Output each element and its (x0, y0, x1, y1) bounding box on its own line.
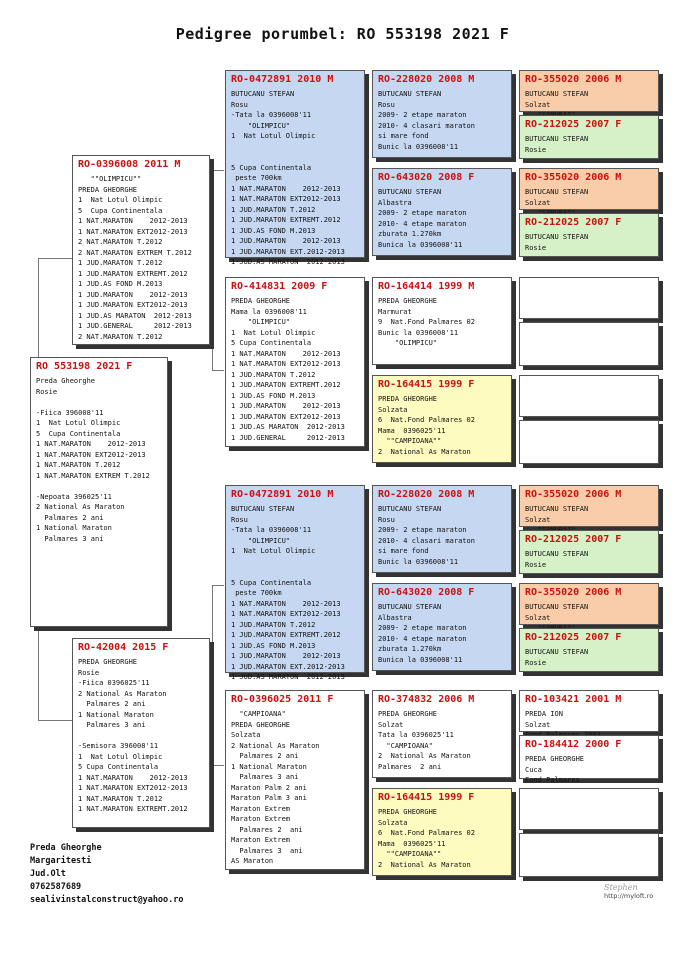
connector-line (212, 765, 224, 766)
ring-number: RO-212025 2007 F (525, 217, 622, 228)
card-text: BUTUCANU STEFAN Solzat (525, 603, 589, 622)
pedigree-card-great-grandparent[interactable] (372, 583, 512, 671)
card-text: PREDA GHEORGHE Solzata 6 Nat.Fond Palmares 02 Mama 0396025'11 ""CAMPIOANA"" 2 National As Maraton (378, 808, 475, 869)
ring-number: RO-643020 2008 F (378, 172, 475, 183)
ring-number: RO-355020 2006 M (525, 587, 622, 598)
card-text: BUTUCANU STEFAN Solzat (525, 90, 589, 109)
ring-number: RO-228020 2008 M (378, 74, 475, 85)
card-text: PREDA GHEORGHE Mama la 0396008'11 "OLIMPICU" 1 Nat Lotul Olimpic 5 Cupa Continentala 1 NAT.MARATON 2012-2013 1 NAT.MARATON EXT2012-2013 1 JUD.MARATON T.2012 1 JUD.MARATON EXTREMT.2012 1 JUD.AS FOND M.2013 1 JUD.MARATON 2012-2013 1 JUD.MARATON EXT2012-2013 1 JUD.AS MARATON 2012-2013 1 JUD.GENERAL 2012-2013 (231, 297, 345, 442)
owner-email[interactable]: sealivinstalconstruct@yahoo.ro (30, 895, 184, 905)
ring-number: RO-355020 2006 M (525, 489, 622, 500)
pedigree-card-grandparent[interactable] (225, 277, 365, 447)
pedigree-card-great-grandparent[interactable] (372, 70, 512, 158)
card-text: BUTUCANU STEFAN Rosu -Tata la 0396008'11 "OLIMPICU" 1 Nat Lotul Olimpic 5 Cupa Continentala peste 700km 1 NAT.MARATON 2012-2013 1 NAT.MARATON EXT2012-2013 1 JUD.MARATON T.2012 1 JUD.MARATON EXTREMT.2012 1 JUD.AS FOND M.2013 1 JUD.MARATON 2012-2013 1 JUD.MARATON EXT.2012-2013 1 JUD.AS MARATON 2012-2013 (231, 505, 345, 681)
ring-number: RO-0472891 2010 M (231, 489, 334, 500)
pedigree-card-gen5[interactable] (519, 690, 659, 732)
card-text: BUTUCANU STEFAN Rosu 2009- 2 etape maraton 2010- 4 clasari maraton si mare fond Bunic la 0396008'11 (378, 90, 475, 151)
ring-number: RO-228020 2008 M (378, 489, 475, 500)
card-text: BUTUCANU STEFAN Rosie (525, 233, 589, 252)
ring-number: RO-643020 2008 F (378, 587, 475, 598)
pedigree-card-gen5[interactable] (519, 213, 659, 257)
pedigree-card-gen5[interactable] (519, 485, 659, 527)
pedigree-card-great-grandparent[interactable] (372, 690, 512, 778)
connector-line (212, 585, 224, 586)
ring-number: RO-355020 2006 M (525, 74, 622, 85)
connector-line (212, 585, 213, 765)
pedigree-card-great-grandparent[interactable] (372, 168, 512, 256)
connector-line (38, 258, 39, 358)
card-text: PREDA GHEORGHE Rosie -Fiica 0396025'11 2 National As Maraton Palmares 2 ani 1 National Maraton Palmares 3 ani -Semisora 396008'11 1 Nat Lotul Olimpic 5 Cupa Continentala 1 NAT.MARATON 2012-2013 1 NAT.MARATON EXT2012-2013 1 NAT.MARATON T.2012 1 NAT.MARATON EXTREMT.2012 (78, 658, 188, 813)
pedigree-card-great-grandparent[interactable] (372, 277, 512, 365)
pedigree-card-gen5[interactable] (519, 168, 659, 210)
owner-place: Margaritesti (30, 856, 92, 866)
ring-number: RO-355020 2006 M (525, 172, 622, 183)
card-text: PREDA ION Solzat (525, 710, 563, 729)
ring-number: RO-0396008 2011 M (78, 159, 181, 170)
pedigree-card-great-grandparent[interactable] (372, 485, 512, 573)
card-text: BUTUCANU STEFAN Rosie (525, 135, 589, 154)
owner-contact-block (30, 842, 184, 907)
card-text: BUTUCANU STEFAN Rosie (525, 550, 589, 569)
connector-line (212, 170, 224, 171)
ring-number: RO-164415 1999 F (378, 379, 475, 390)
ring-number: RO-212025 2007 F (525, 534, 622, 545)
owner-name: Preda Gheorghe (30, 843, 102, 853)
card-text: ""OLIMPICU"" PREDA GHEORGHE 1 Nat Lotul Olimpic 5 Cupa Continentala 1 NAT.MARATON 2012-2013 1 NAT.MARATON EXT2012-2013 2 NAT.MARATON T.2012 2 NAT.MARATON EXTREM T.2012 1 JUD.MARATON T.2012 1 JUD.MARATON EXTREMT.2012 1 JUD.AS FOND M.2013 1 JUD.MARATON 2012-2013 1 JUD.MARATON EXT2012-2013 1 JUD.AS MARATON 2012-2013 1 JUD.GENERAL 2012-2013 2 NAT.MARATON T.2012 (78, 175, 192, 341)
ring-number: RO-212025 2007 F (525, 119, 622, 130)
pedigree-card-sire[interactable] (72, 155, 210, 345)
pedigree-card-gen5-empty[interactable] (519, 833, 659, 877)
card-text: BUTUCANU STEFAN Solzat (525, 188, 589, 207)
pedigree-card-gen5-empty[interactable] (519, 375, 659, 417)
connector-line (38, 258, 72, 259)
card-text: BUTUCANU STEFAN Rosu 2009- 2 etape maraton 2010- 4 clasari maraton si mare fond Bunic la 0396008'11 (378, 505, 475, 566)
connector-line (212, 370, 224, 371)
pedigree-card-subject[interactable] (30, 357, 168, 627)
card-text: BUTUCANU STEFAN Rosu -Tata la 0396008'11 "OLIMPICU" 1 Nat Lotul Olimpic 5 Cupa Continentala peste 700km 1 NAT.MARATON 2012-2013 1 NAT.MARATON EXT2012-2013 1 JUD.MARATON T.2012 1 JUD.MARATON EXTREMT.2012 1 JUD.AS FOND M.2013 1 JUD.MARATON 2012-2013 1 JUD.MARATON EXT.2012-2013 1 JUD.AS MARATON 2012-2013 (231, 90, 345, 266)
pedigree-card-gen5-empty[interactable] (519, 420, 659, 464)
pedigree-card-great-grandparent[interactable] (372, 375, 512, 463)
page-title: Pedigree porumbel: RO 553198 2021 F (175, 25, 510, 43)
card-text: PREDA GHEORGHE Marmurat 9 Nat.Fond Palmares 02 Bunic la 0396008'11 "OLIMPICU" (378, 297, 475, 347)
ring-number: RO-212025 2007 F (525, 632, 622, 643)
pedigree-card-grandparent[interactable] (225, 70, 365, 266)
myloft-logo (604, 883, 653, 900)
ring-number: RO-414831 2009 F (231, 281, 328, 292)
ring-number: RO-0396025 2011 F (231, 694, 334, 705)
card-text: BUTUCANU STEFAN Albastra 2009- 2 etape maraton 2010- 4 etape maraton zburata 1.270km Bunica la 0396008'11 (378, 603, 467, 664)
pedigree-card-gen5[interactable] (519, 583, 659, 625)
card-text: BUTUCANU STEFAN Albastra 2009- 2 etape maraton 2010- 4 etape maraton zburata 1.270km Bunica la 0396008'11 (378, 188, 467, 249)
card-text: PREDA GHEORGHE Cuca Fond Palmares (525, 755, 585, 784)
pedigree-card-gen5[interactable] (519, 70, 659, 112)
pedigree-card-gen5[interactable] (519, 628, 659, 672)
pedigree-card-grandparent[interactable] (225, 485, 365, 681)
pedigree-card-gen5[interactable] (519, 735, 659, 784)
logo-signature: Stephen (604, 883, 638, 892)
card-text: PREDA GHEORGHE Solzat Tata la 0396025'11 "CAMPIOANA" 2 National As Maraton Palmares 2 ani (378, 710, 471, 771)
card-text: Preda Gheorghe Rosie -Fiica 396008'11 1 Nat Lotul Olimpic 5 Cupa Continentala 1 NAT.MARATON 2012-2013 1 NAT.MARATON EXT2012-2013 1 NAT.MARATON T.2012 1 NAT.MARATON EXTREM T.2012 -Nepoata 396025'11 2 National As Maraton Palmares 2 ani 1 National Maraton Palmares 3 ani (36, 377, 150, 543)
ring-number: RO-374832 2006 M (378, 694, 475, 705)
card-text: BUTUCANU STEFAN Solzat (525, 505, 589, 524)
ring-number: RO-164415 1999 F (378, 792, 475, 803)
ring-number: RO 553198 2021 F (36, 361, 133, 372)
pedigree-card-gen5-empty[interactable] (519, 277, 659, 319)
ring-number: RO-184412 2000 F (525, 739, 622, 750)
ring-number: RO-42004 2015 F (78, 642, 169, 653)
owner-county: Jud.Olt (30, 869, 66, 879)
logo-url[interactable]: http://myloft.ro (604, 892, 654, 900)
card-text: "CAMPIOANA" PREDA GHEORGHE Solzata 2 National As Maraton Palmares 2 ani 1 National Maraton Palmares 3 ani Maraton Palm 2 ani Maraton Palm 3 ani Maraton Extrem Maraton Extrem Palmares 2 ani Maraton Extrem Palmares 3 ani AS Maraton (231, 710, 320, 865)
ring-number: RO-0472891 2010 M (231, 74, 334, 85)
pedigree-card-gen5[interactable] (519, 115, 659, 159)
card-text: PREDA GHEORGHE Solzata 6 Nat.Fond Palmares 02 Mama 0396025'11 ""CAMPIOANA"" 2 National As Maraton (378, 395, 475, 456)
pedigree-card-grandparent[interactable] (225, 690, 365, 870)
ring-number: RO-103421 2001 M (525, 694, 622, 705)
pedigree-card-gen5-empty[interactable] (519, 788, 659, 830)
connector-line (212, 170, 213, 370)
pedigree-card-gen5-empty[interactable] (519, 322, 659, 366)
ring-number: RO-164414 1999 M (378, 281, 475, 292)
owner-phone: 0762587689 (30, 882, 82, 892)
pedigree-card-great-grandparent[interactable] (372, 788, 512, 876)
pedigree-card-gen5[interactable] (519, 530, 659, 574)
pedigree-card-dam[interactable] (72, 638, 210, 828)
connector-line (38, 620, 39, 720)
card-text: BUTUCANU STEFAN Rosie (525, 648, 589, 667)
connector-line (38, 720, 72, 721)
